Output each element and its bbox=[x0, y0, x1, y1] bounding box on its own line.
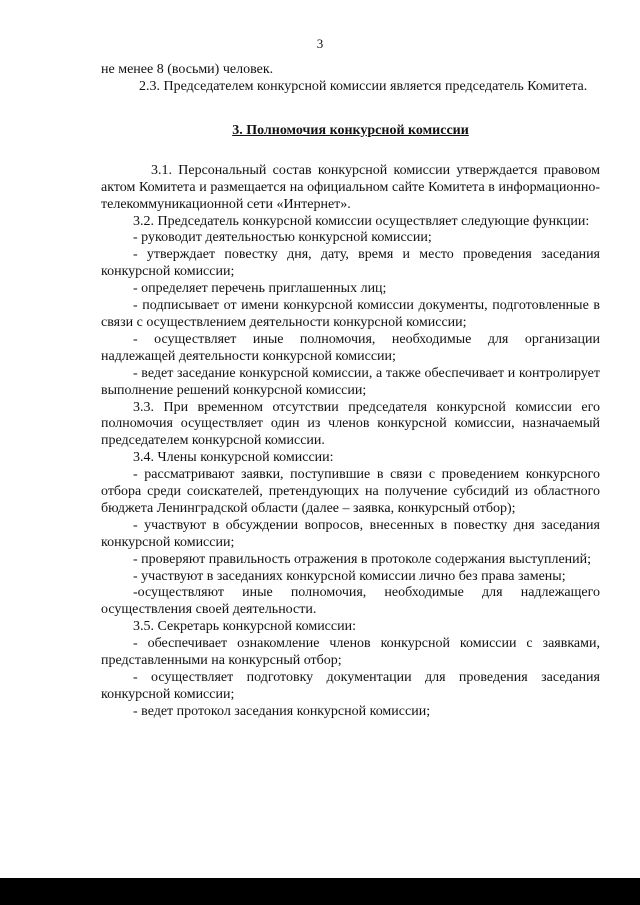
list-item: -осуществляют иные полномочия, необходимые для надлежащего осуществления своей деятельности. bbox=[101, 585, 600, 618]
paragraph-3-3: 3.3. При временном отсутствии председателя конкурсной комиссии его полномочия осуществляет один из членов конкурсной комиссии, назначаемый председателем конкурсной комиссии. bbox=[101, 399, 600, 449]
list-item: - ведет заседание конкурсной комиссии, а также обеспечивает и контролирует выполнение решений конкурсной комиссии; bbox=[101, 365, 600, 398]
list-item: - подписывает от имени конкурсной комиссии документы, подготовленные в связи с осуществлением деятельности конкурсной комиссии; bbox=[101, 298, 600, 330]
paragraph-2-3: 2.3. Председателем конкурсной комиссии является председатель Комитета. bbox=[139, 78, 588, 94]
paragraph-3-4: 3.4. Члены конкурсной комиссии: bbox=[133, 450, 334, 466]
document-body bbox=[101, 62, 600, 721]
list-item: - осуществляет подготовку документации для проведения заседания конкурсной комиссии; bbox=[101, 670, 600, 702]
list-item: - проверяют правильность отражения в протоколе содержания выступлений; bbox=[133, 551, 592, 567]
list-item: - участвуют в заседаниях конкурсной комиссии лично без права замены; bbox=[133, 568, 566, 584]
paragraph-3-2: 3.2. Председатель конкурсной комиссии осуществляет следующие функции: bbox=[133, 213, 590, 229]
list-item: - участвуют в обсуждении вопросов, внесенных в повестку дня заседания конкурсной комиссии; bbox=[101, 517, 600, 550]
list-item: - определяет перечень приглашенных лиц; bbox=[133, 281, 387, 297]
list-item: - обеспечивает ознакомление членов конкурсной комиссии с заявками, представленными на конкурсный отбор; bbox=[101, 636, 600, 669]
list-item: - ведет протокол заседания конкурсной комиссии; bbox=[133, 703, 431, 719]
paragraph-3-5: 3.5. Секретарь конкурсной комиссии: bbox=[133, 619, 356, 635]
scan-edge-bar bbox=[0, 878, 640, 905]
list-item: - утверждает повестку дня, дату, время и место проведения заседания конкурсной комиссии; bbox=[101, 247, 600, 280]
paragraph-3-1: 3.1. Персональный состав конкурсной комиссии утверждается правовом актом Комитета и размещается на официальном сайте Комитета в информационно-телекоммуникационной сети «Интернет». bbox=[101, 162, 600, 212]
section-heading bbox=[101, 122, 600, 139]
list-item: - руководит деятельностью конкурсной комиссии; bbox=[133, 230, 432, 246]
list-item: - осуществляет иные полномочия, необходимые для организации надлежащей деятельности конкурсной комиссии; bbox=[101, 331, 600, 364]
section-heading-text: 3. Полномочия конкурсной комиссии bbox=[232, 122, 469, 138]
paragraph-continuation: не менее 8 (восьми) человек. bbox=[101, 62, 274, 77]
page-number: 3 bbox=[316, 36, 324, 51]
list-item: - рассматривают заявки, поступившие в связи с проведением конкурсного отбора среди соискателей, претендующих на получение субсидий из областного бюджета Ленинградской области (далее – заявка, конкурсный отбор); bbox=[101, 467, 600, 516]
